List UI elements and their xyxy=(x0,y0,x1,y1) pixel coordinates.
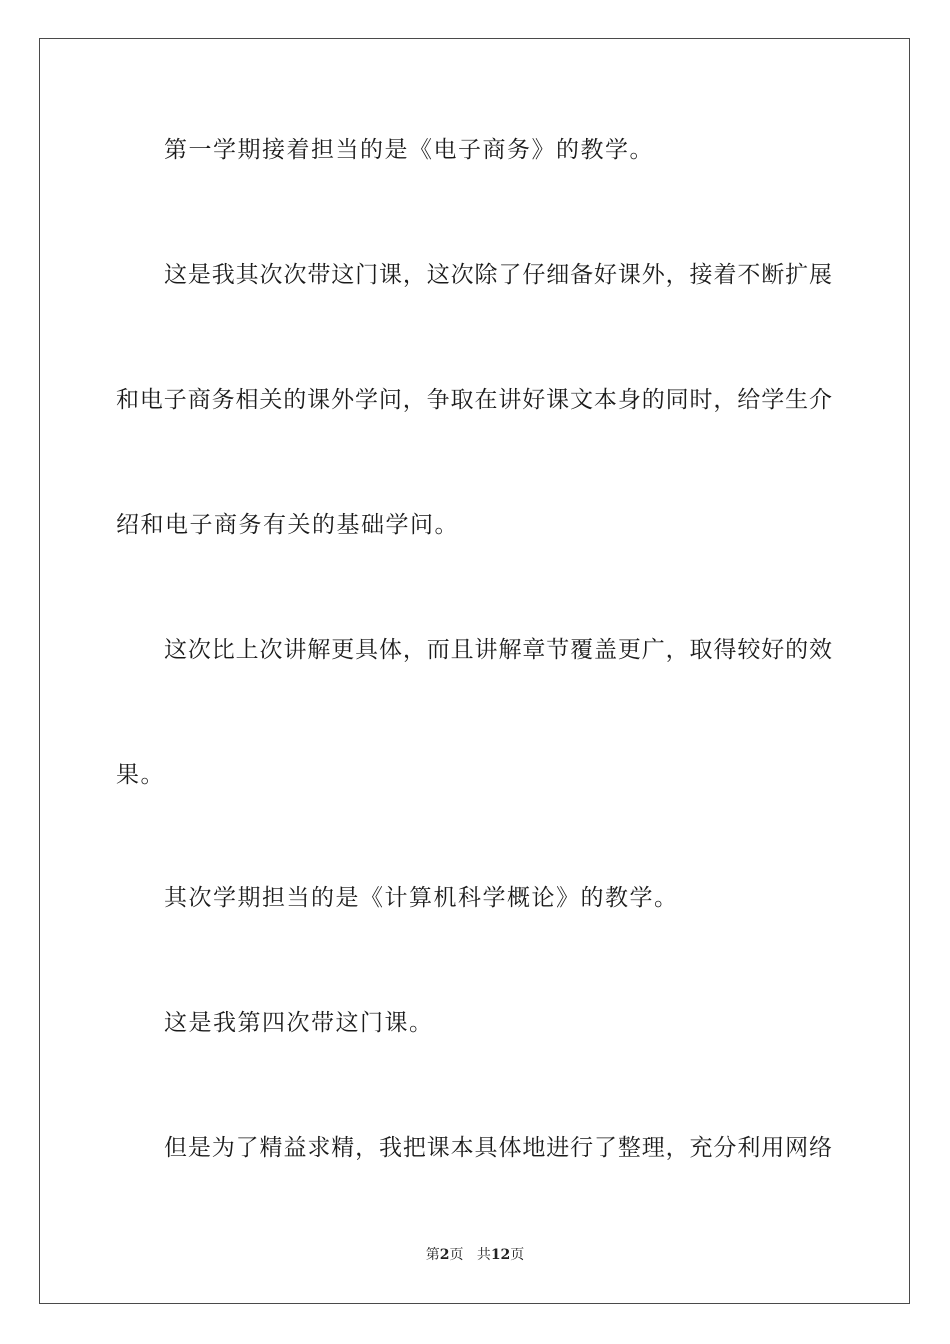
paragraph-line: 和电子商务相关的课外学问，争取在讲好课文本身的同时，给学生介 xyxy=(116,387,832,413)
footer-page-number: 2 xyxy=(439,1247,450,1263)
paragraph-line: 这次比上次讲解更具体，而且讲解章节覆盖更广，取得较好的效 xyxy=(164,637,832,663)
paragraph-line: 第一学期接着担当的是《电子商务》的教学。 xyxy=(164,137,654,163)
paragraph-line: 果。 xyxy=(116,762,165,788)
paragraph-line: 绍和电子商务有关的基础学问。 xyxy=(116,512,459,538)
footer-total-prefix: 共 xyxy=(476,1247,491,1263)
footer-page-prefix: 第 xyxy=(425,1247,440,1263)
page-border xyxy=(39,38,910,1304)
paragraph-line: 这是我第四次带这门课。 xyxy=(164,1010,434,1036)
paragraph-line: 这是我其次次带这门课，这次除了仔细备好课外，接着不断扩展 xyxy=(164,262,832,288)
page-footer xyxy=(0,1246,950,1264)
footer-total-pages: 12 xyxy=(490,1247,511,1263)
paragraph-line: 但是为了精益求精，我把课本具体地进行了整理，充分利用网络 xyxy=(164,1135,832,1161)
footer-page-suffix: 页 xyxy=(449,1247,464,1263)
paragraph-line: 其次学期担当的是《计算机科学概论》的教学。 xyxy=(164,885,679,911)
footer-total-suffix: 页 xyxy=(510,1247,525,1263)
